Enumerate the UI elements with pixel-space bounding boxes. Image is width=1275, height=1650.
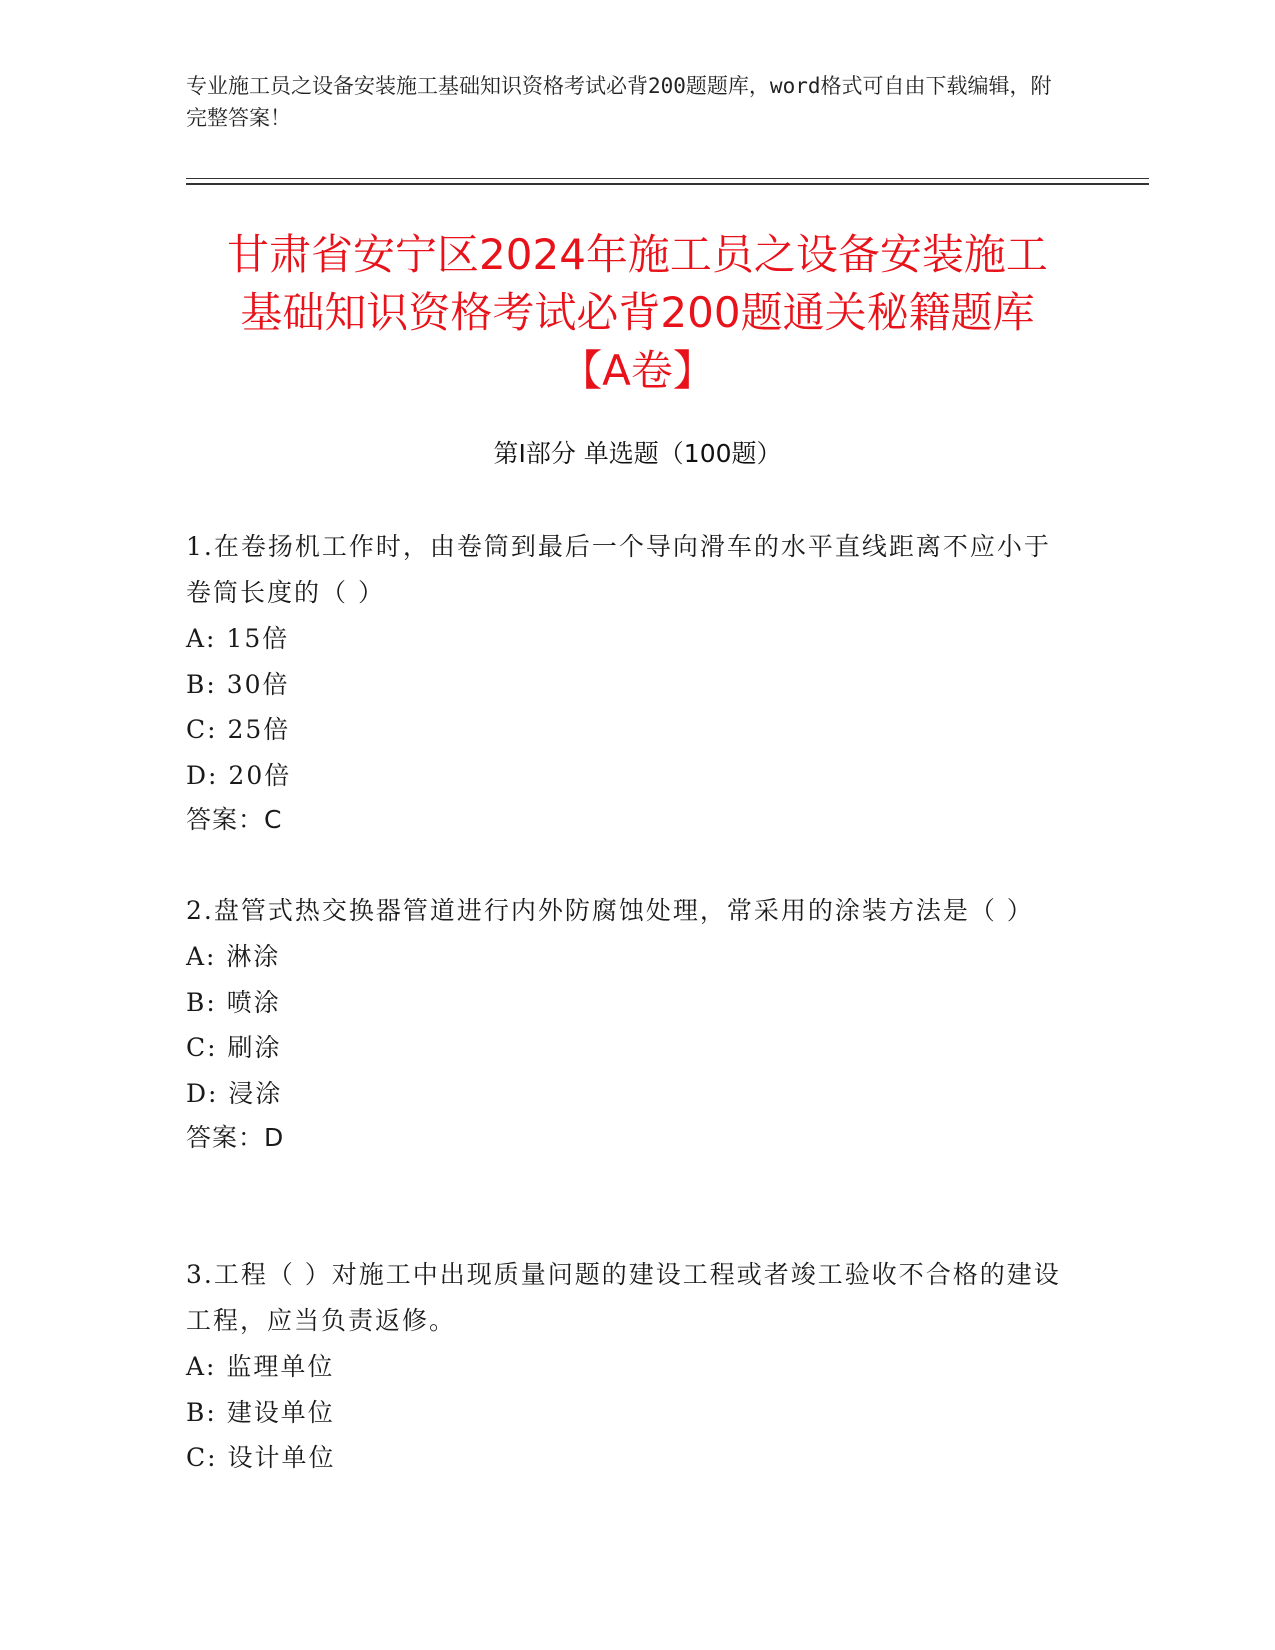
title-line-2: 基础知识资格考试必背200题通关秘籍题库 (240, 288, 1035, 337)
answer: 答案：C (186, 805, 283, 834)
title-line-1: 甘肃省安宁区2024年施工员之设备安装施工 (227, 230, 1048, 279)
question-stem: 3.工程（ ）对施工中出现质量问题的建设工程或者竣工验收不合格的建设工程，应当负责返修。 (186, 1260, 1061, 1335)
document-title (150, 226, 1125, 400)
title-line-3: 【A卷】 (560, 346, 715, 395)
option-a: A: 监理单位 (186, 1352, 335, 1381)
option-b: B: 30倍 (186, 669, 290, 699)
answer: 答案：D (186, 1123, 285, 1152)
option-d: D: 20倍 (186, 760, 292, 790)
question-3 (186, 1252, 1066, 1481)
option-c: C: 设计单位 (186, 1443, 336, 1472)
section-title: 第Ⅰ部分 单选题（100题） (493, 439, 782, 468)
option-a: A: 15倍 (186, 624, 290, 653)
option-b: B: 建设单位 (186, 1397, 335, 1427)
question-stem: 1.在卷扬机工作时，由卷筒到最后一个导向滑车的水平直线距离不应小于卷筒长度的（ ） (186, 532, 1051, 607)
header-rule-thick (186, 183, 1149, 185)
question-2 (186, 888, 1066, 1160)
option-c: C: 刷涂 (186, 1033, 282, 1062)
option-a: A: 淋涂 (186, 942, 281, 971)
option-b: B: 喷涂 (186, 987, 281, 1017)
question-1 (186, 524, 1066, 842)
option-d: D: 浸涂 (186, 1078, 283, 1108)
option-c: C: 25倍 (186, 715, 291, 744)
header-note: 专业施工员之设备安装施工基础知识资格考试必背200题题库，word格式可自由下载编辑，附完整答案！ (186, 74, 1052, 130)
question-stem: 2.盘管式热交换器管道进行内外防腐蚀处理，常采用的涂装方法是（ ） (186, 896, 1034, 925)
header-rule-thin (186, 178, 1149, 179)
